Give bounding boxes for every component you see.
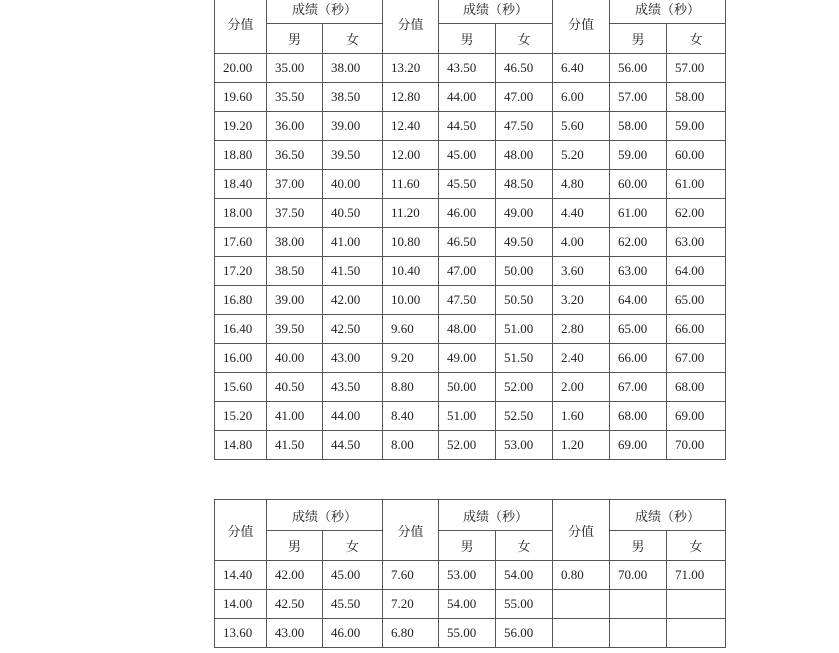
table-row	[215, 561, 726, 590]
female-time-cell: 44.00	[323, 402, 383, 431]
header-male: 男	[439, 531, 496, 561]
male-time-cell: 52.00	[439, 431, 496, 460]
score-cell: 8.80	[383, 373, 439, 402]
header-result: 成绩（秒）	[610, 0, 726, 24]
score-cell: 19.20	[215, 112, 267, 141]
male-time-cell: 38.00	[267, 228, 323, 257]
male-time-cell: 67.00	[610, 373, 667, 402]
male-time-cell: 60.00	[610, 170, 667, 199]
score-cell: 18.00	[215, 199, 267, 228]
table-row	[215, 257, 726, 286]
male-time-cell: 56.00	[610, 54, 667, 83]
male-time-cell: 46.50	[439, 228, 496, 257]
table-row	[215, 619, 726, 648]
male-time-cell: 47.50	[439, 286, 496, 315]
male-time-cell: 47.00	[439, 257, 496, 286]
female-time-cell: 49.00	[496, 199, 553, 228]
female-time-cell: 69.00	[667, 402, 726, 431]
score-cell: 0.80	[553, 561, 610, 590]
score-cell: 1.20	[553, 431, 610, 460]
header-score: 分值	[553, 0, 610, 54]
male-time-cell: 53.00	[439, 561, 496, 590]
score-cell: 17.20	[215, 257, 267, 286]
female-time-cell: 41.50	[323, 257, 383, 286]
score-cell: 2.80	[553, 315, 610, 344]
score-cell: 5.20	[553, 141, 610, 170]
header-result: 成绩（秒）	[439, 0, 553, 24]
header-male: 男	[610, 24, 667, 54]
score-cell: 6.00	[553, 83, 610, 112]
score-cell: 14.00	[215, 590, 267, 619]
male-time-cell: 39.00	[267, 286, 323, 315]
male-time-cell: 49.00	[439, 344, 496, 373]
female-time-cell: 62.00	[667, 199, 726, 228]
table-row	[215, 170, 726, 199]
score-cell: 10.80	[383, 228, 439, 257]
male-time-cell: 41.50	[267, 431, 323, 460]
header-male: 男	[610, 531, 667, 561]
score-cell: 8.00	[383, 431, 439, 460]
female-time-cell: 71.00	[667, 561, 726, 590]
male-time-cell: 46.00	[439, 199, 496, 228]
female-time-cell: 50.00	[496, 257, 553, 286]
score-cell: 10.00	[383, 286, 439, 315]
table-row	[215, 141, 726, 170]
male-time-cell: 64.00	[610, 286, 667, 315]
score-cell: 2.40	[553, 344, 610, 373]
header-female: 女	[323, 24, 383, 54]
female-time-cell: 45.00	[323, 561, 383, 590]
female-time-cell	[667, 590, 726, 619]
female-time-cell: 61.00	[667, 170, 726, 199]
header-male: 男	[267, 531, 323, 561]
header-score: 分值	[383, 0, 439, 54]
male-time-cell: 45.50	[439, 170, 496, 199]
score-cell	[553, 590, 610, 619]
male-time-cell: 37.00	[267, 170, 323, 199]
male-time-cell: 50.00	[439, 373, 496, 402]
score-cell: 18.80	[215, 141, 267, 170]
score-table-1	[214, 0, 726, 460]
female-time-cell: 49.50	[496, 228, 553, 257]
score-cell: 17.60	[215, 228, 267, 257]
score-cell: 6.40	[553, 54, 610, 83]
male-time-cell: 36.00	[267, 112, 323, 141]
female-time-cell: 59.00	[667, 112, 726, 141]
score-cell: 13.60	[215, 619, 267, 648]
score-table-2	[214, 499, 726, 648]
female-time-cell: 53.00	[496, 431, 553, 460]
table-row	[215, 402, 726, 431]
header-male: 男	[439, 24, 496, 54]
male-time-cell: 61.00	[610, 199, 667, 228]
female-time-cell: 65.00	[667, 286, 726, 315]
male-time-cell: 42.00	[267, 561, 323, 590]
score-cell: 14.40	[215, 561, 267, 590]
male-time-cell: 51.00	[439, 402, 496, 431]
female-time-cell: 42.00	[323, 286, 383, 315]
table-row	[215, 54, 726, 83]
score-cell: 1.60	[553, 402, 610, 431]
female-time-cell: 47.00	[496, 83, 553, 112]
score-cell	[553, 619, 610, 648]
score-cell: 6.80	[383, 619, 439, 648]
score-cell: 12.40	[383, 112, 439, 141]
female-time-cell: 38.00	[323, 54, 383, 83]
female-time-cell: 48.50	[496, 170, 553, 199]
header-result: 成绩（秒）	[610, 500, 726, 531]
female-time-cell: 52.50	[496, 402, 553, 431]
female-time-cell: 43.50	[323, 373, 383, 402]
female-time-cell: 64.00	[667, 257, 726, 286]
male-time-cell: 65.00	[610, 315, 667, 344]
male-time-cell: 48.00	[439, 315, 496, 344]
female-time-cell	[667, 619, 726, 648]
score-cell: 18.40	[215, 170, 267, 199]
male-time-cell: 58.00	[610, 112, 667, 141]
score-cell: 9.20	[383, 344, 439, 373]
female-time-cell: 56.00	[496, 619, 553, 648]
female-time-cell: 46.50	[496, 54, 553, 83]
female-time-cell: 54.00	[496, 561, 553, 590]
female-time-cell: 60.00	[667, 141, 726, 170]
score-cell: 15.20	[215, 402, 267, 431]
male-time-cell: 40.50	[267, 373, 323, 402]
score-cell: 8.40	[383, 402, 439, 431]
table-row	[215, 112, 726, 141]
male-time-cell: 62.00	[610, 228, 667, 257]
male-time-cell: 35.50	[267, 83, 323, 112]
male-time-cell: 44.00	[439, 83, 496, 112]
female-time-cell: 57.00	[667, 54, 726, 83]
male-time-cell: 45.00	[439, 141, 496, 170]
score-cell: 7.60	[383, 561, 439, 590]
male-time-cell	[610, 619, 667, 648]
score-cell: 9.60	[383, 315, 439, 344]
score-cell: 4.80	[553, 170, 610, 199]
female-time-cell: 39.50	[323, 141, 383, 170]
table-row	[215, 286, 726, 315]
header-female: 女	[496, 24, 553, 54]
header-score: 分值	[383, 500, 439, 561]
score-cell: 2.00	[553, 373, 610, 402]
table-row	[215, 373, 726, 402]
male-time-cell: 55.00	[439, 619, 496, 648]
female-time-cell: 43.00	[323, 344, 383, 373]
female-time-cell: 51.00	[496, 315, 553, 344]
female-time-cell: 46.00	[323, 619, 383, 648]
male-time-cell: 68.00	[610, 402, 667, 431]
score-cell: 13.20	[383, 54, 439, 83]
score-cell: 14.80	[215, 431, 267, 460]
female-time-cell: 45.50	[323, 590, 383, 619]
score-cell: 15.60	[215, 373, 267, 402]
score-cell: 10.40	[383, 257, 439, 286]
female-time-cell: 38.50	[323, 83, 383, 112]
female-time-cell: 63.00	[667, 228, 726, 257]
header-score: 分值	[215, 500, 267, 561]
header-female: 女	[496, 531, 553, 561]
table-row	[215, 83, 726, 112]
score-cell: 4.40	[553, 199, 610, 228]
female-time-cell: 68.00	[667, 373, 726, 402]
male-time-cell: 43.50	[439, 54, 496, 83]
female-time-cell: 48.00	[496, 141, 553, 170]
score-cell: 19.60	[215, 83, 267, 112]
table-row	[215, 315, 726, 344]
male-time-cell: 40.00	[267, 344, 323, 373]
table-row	[215, 344, 726, 373]
female-time-cell: 55.00	[496, 590, 553, 619]
score-cell: 3.20	[553, 286, 610, 315]
male-time-cell: 69.00	[610, 431, 667, 460]
male-time-cell	[610, 590, 667, 619]
table-row	[215, 199, 726, 228]
header-score: 分值	[553, 500, 610, 561]
male-time-cell: 42.50	[267, 590, 323, 619]
female-time-cell: 40.50	[323, 199, 383, 228]
score-cell: 16.40	[215, 315, 267, 344]
female-time-cell: 70.00	[667, 431, 726, 460]
female-time-cell: 66.00	[667, 315, 726, 344]
female-time-cell: 47.50	[496, 112, 553, 141]
female-time-cell: 42.50	[323, 315, 383, 344]
female-time-cell: 44.50	[323, 431, 383, 460]
female-time-cell: 67.00	[667, 344, 726, 373]
female-time-cell: 50.50	[496, 286, 553, 315]
female-time-cell: 40.00	[323, 170, 383, 199]
male-time-cell: 57.00	[610, 83, 667, 112]
score-cell: 4.00	[553, 228, 610, 257]
male-time-cell: 43.00	[267, 619, 323, 648]
header-female: 女	[323, 531, 383, 561]
score-cell: 11.20	[383, 199, 439, 228]
header-female: 女	[667, 24, 726, 54]
score-cell: 7.20	[383, 590, 439, 619]
male-time-cell: 36.50	[267, 141, 323, 170]
score-cell: 3.60	[553, 257, 610, 286]
male-time-cell: 37.50	[267, 199, 323, 228]
table-row	[215, 431, 726, 460]
female-time-cell: 52.00	[496, 373, 553, 402]
header-result: 成绩（秒）	[267, 500, 383, 531]
male-time-cell: 39.50	[267, 315, 323, 344]
header-male: 男	[267, 24, 323, 54]
score-cell: 20.00	[215, 54, 267, 83]
male-time-cell: 70.00	[610, 561, 667, 590]
female-time-cell: 41.00	[323, 228, 383, 257]
table-row	[215, 590, 726, 619]
female-time-cell: 39.00	[323, 112, 383, 141]
male-time-cell: 38.50	[267, 257, 323, 286]
score-cell: 5.60	[553, 112, 610, 141]
male-time-cell: 35.00	[267, 54, 323, 83]
header-female: 女	[667, 531, 726, 561]
female-time-cell: 51.50	[496, 344, 553, 373]
male-time-cell: 54.00	[439, 590, 496, 619]
male-time-cell: 63.00	[610, 257, 667, 286]
header-result: 成绩（秒）	[267, 0, 383, 24]
header-result: 成绩（秒）	[439, 500, 553, 531]
male-time-cell: 41.00	[267, 402, 323, 431]
score-cell: 16.80	[215, 286, 267, 315]
header-score: 分值	[215, 0, 267, 54]
male-time-cell: 44.50	[439, 112, 496, 141]
male-time-cell: 66.00	[610, 344, 667, 373]
table-row	[215, 228, 726, 257]
female-time-cell: 58.00	[667, 83, 726, 112]
score-cell: 12.80	[383, 83, 439, 112]
score-cell: 12.00	[383, 141, 439, 170]
score-cell: 11.60	[383, 170, 439, 199]
male-time-cell: 59.00	[610, 141, 667, 170]
score-cell: 16.00	[215, 344, 267, 373]
